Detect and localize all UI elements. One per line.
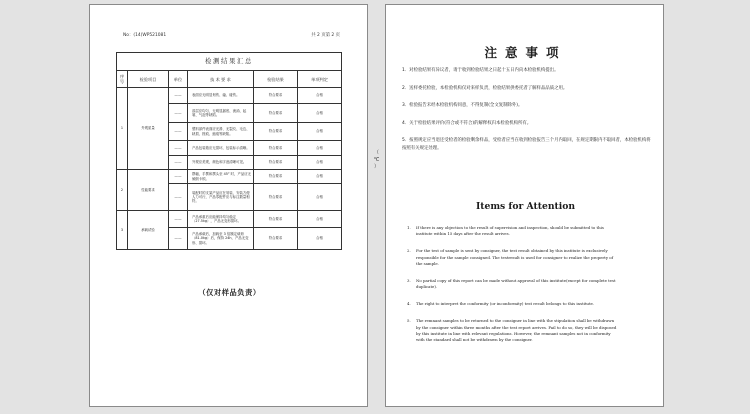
verdict-cell: 合格 xyxy=(298,228,342,250)
requirement-cell: 塑料部件表面应光滑、无裂纹、毛边、缺损、拨痕、缩痕等缺陷。 xyxy=(188,123,254,141)
verdict-cell: 合格 xyxy=(298,211,342,228)
notice-item-line: the sample. xyxy=(416,261,439,267)
col-header-verdict: 单项判定 xyxy=(298,71,342,88)
col-header-no: 序号 xyxy=(117,71,128,88)
col-header-unit: 单位 xyxy=(169,71,188,88)
col-header-result: 检验结果 xyxy=(254,71,298,88)
result-cell: 符合要求 xyxy=(254,228,298,250)
binding-spine-mark: （ ℃ ） xyxy=(373,150,380,170)
table-title: 检测结果汇总 xyxy=(117,53,342,71)
requirement-cell: 产品承重后应能保持均匀稳定（27.5kg），产品无变形损坏。 xyxy=(188,211,254,228)
report-page-right xyxy=(385,4,664,407)
requirement-cell: 产品包装箱应无损坏，包装标示清晰。 xyxy=(188,141,254,156)
unit-cell: —— xyxy=(169,184,188,211)
notice-item-line: If there is any objection to the result of supervision and inspection, should be submitted to this xyxy=(416,225,604,230)
verdict-cell: 合格 xyxy=(298,184,342,211)
report-number: No：(14)WP521081 xyxy=(123,33,167,38)
notice-item-en xyxy=(407,301,650,307)
table-row xyxy=(117,88,342,104)
verdict-cell: 合格 xyxy=(298,156,342,170)
notice-item-number: 1. xyxy=(407,225,411,230)
notice-item-line: by this institute in line with relevant regulations. However, the remnant samples not in conformity xyxy=(416,331,611,337)
notice-list-cn xyxy=(402,67,652,163)
notice-item-line: No partial copy of this report can be made without approval of this institute(except for complete test xyxy=(416,278,616,284)
inspection-item: 性能要求 xyxy=(128,170,169,211)
notice-item-cn: 1．对检验结果有异议者，请于收到检验结果之日起十五日内向本检验机构提出。 xyxy=(402,68,559,73)
result-cell: 符合要求 xyxy=(254,184,298,211)
requirement-cell: 外观应美观，颜色和字迹清晰可见。 xyxy=(188,156,254,170)
notice-item-line: For the test of sample is sent by consigner, the test result obtained by this institute is exclusively xyxy=(416,248,608,254)
notice-title-en: Items for Attention xyxy=(475,201,576,212)
notice-item-number: 3. xyxy=(407,278,411,284)
table-header-row xyxy=(117,71,342,88)
result-summary-table xyxy=(116,52,342,250)
result-cell: 符合要求 xyxy=(254,104,298,123)
row-number: 1 xyxy=(117,88,128,170)
inspection-item: 外观质量 xyxy=(128,88,169,170)
inspection-item: 承载试验 xyxy=(128,211,169,250)
notice-item-cn: 4．关于检验结果评价(符合或不符合)的解释权归本检验机构所有。 xyxy=(402,120,532,126)
unit-cell: —— xyxy=(169,88,188,104)
verdict-cell: 合格 xyxy=(298,88,342,104)
unit-cell: —— xyxy=(169,170,188,184)
notice-item-en xyxy=(407,248,650,267)
requirement-cell: 表面应无明显划伤、磕、碰伤。 xyxy=(188,88,254,104)
requirement-cell: 摆幅，手摆和摆头至 45° 时，产品应无倾倒卡顿。 xyxy=(188,170,254,184)
notice-item-cn: 3．检验报告未经本检验机构同意，不得复制(全文复制除外)。 xyxy=(402,103,523,108)
result-cell: 符合要求 xyxy=(254,156,298,170)
unit-cell: —— xyxy=(169,156,188,170)
col-header-requirement: 技 术 要 求 xyxy=(188,71,254,88)
report-page-left xyxy=(89,4,368,407)
result-cell: 符合要求 xyxy=(254,211,298,228)
table-row xyxy=(117,170,342,184)
result-cell: 符合要求 xyxy=(254,88,298,104)
notice-item-line: by the consigner within three months after the test report arrives. Fail to do so, they will be disposed xyxy=(416,324,617,330)
requirement-cell: 装配时的支架产品应在易装、安装方便人力可行，产品零配件应与标注数量相符。 xyxy=(188,184,254,211)
notice-item-line: duplicate). xyxy=(416,284,438,290)
unit-cell: —— xyxy=(169,123,188,141)
result-cell: 符合要求 xyxy=(254,170,298,184)
requirement-cell: 漆层应均匀，无明显漏底、流淌、起皱、气泡等缺陷。 xyxy=(188,104,254,123)
col-header-item: 检验项目 xyxy=(128,71,169,88)
page-info: 共 2 页第 2 页 xyxy=(311,33,340,38)
result-cell: 符合要求 xyxy=(254,123,298,141)
notice-title-cn: 注意事项 xyxy=(484,45,567,60)
notice-item-cn: 2．送样委托检验，本检验机构仅对来样负责，检验结果供委托者了解样品品质之用。 xyxy=(402,85,568,91)
verdict-cell: 合格 xyxy=(298,123,342,141)
notice-item-en xyxy=(407,225,650,238)
unit-cell: —— xyxy=(169,228,188,250)
notice-item-line: responsible for the sample consigned. The testresult is used for consigner to realize the property of xyxy=(416,254,614,260)
unit-cell: —— xyxy=(169,141,188,156)
unit-cell: —— xyxy=(169,104,188,123)
row-number: 2 xyxy=(117,170,128,211)
verdict-cell: 合格 xyxy=(298,141,342,156)
notice-item-number: 5. xyxy=(407,318,411,324)
notice-item-line: with the standard shall not be withdrawn by the consigner. xyxy=(416,337,533,343)
sample-responsibility-note: （仅对样品负责） xyxy=(198,288,261,297)
unit-cell: —— xyxy=(169,211,188,228)
notice-item-cn: 5．按照规定应当退还受检者的检验剩余样品，受检者应当在收到检验报告三个月内取回，在规定期限内不取回者，本检验机构将按照有关规定处理。 xyxy=(402,138,651,151)
notice-item-number: 4. xyxy=(407,301,411,307)
table-row xyxy=(117,211,342,228)
notice-item-en xyxy=(407,278,650,291)
row-number: 3 xyxy=(117,211,128,250)
notice-item-en xyxy=(407,318,650,344)
verdict-cell: 合格 xyxy=(298,170,342,184)
notice-item-line: The remnant samples to be returned to the consigner in line with the stipulation shall be withdrawn xyxy=(416,318,615,324)
notice-item-line: institute within 15 days after the result arrives. xyxy=(416,231,510,237)
notice-item-line: The right to interpret the conformity (or inconformity) test result belongs to this institute. xyxy=(416,301,595,307)
requirement-cell: 产品承载后，加载至 3 倍额定载荷（81.0kg）后，保持 24h，产品无变形、损坏。 xyxy=(188,228,254,250)
notice-item-number: 2. xyxy=(407,248,411,254)
result-cell: 符合要求 xyxy=(254,141,298,156)
verdict-cell: 合格 xyxy=(298,104,342,123)
notice-list-en xyxy=(407,225,650,354)
